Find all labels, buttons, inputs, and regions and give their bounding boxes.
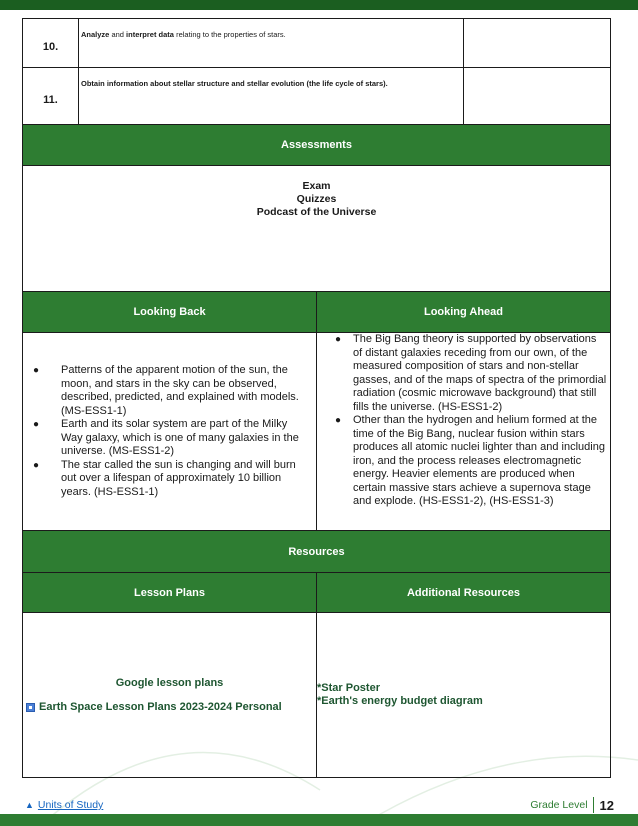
looking-ahead-content <box>316 332 611 531</box>
list-item: ● The Big Bang theory is supported by observations of distant galaxies receding from our own, of the measured composition of stars and non-stellar gasses, and of the maps of spectra of the primordial radiation (cosmic microwave background) that still fills the universe. (HS-ESS1-2) <box>317 333 608 414</box>
standard-number: 10. <box>22 18 79 68</box>
google-lesson-plans-title: Google lesson plans <box>115 677 224 689</box>
up-triangle-icon: ▲ <box>25 800 34 810</box>
standard-text <box>78 18 464 68</box>
standard-empty-cell <box>463 18 611 68</box>
assessments-list <box>22 165 611 292</box>
standard-text-run: and <box>109 30 127 39</box>
bottom-banner <box>0 814 638 826</box>
assessment-item: Quizzes <box>296 193 337 205</box>
lesson-plans-content <box>22 612 317 778</box>
standard-number: 11. <box>22 67 79 125</box>
google-doc-icon <box>26 703 35 712</box>
list-item: ● The star called the sun is changing and will burn out over a lifespan of approximately 10 billion years. (HS-ESS1-1) <box>23 459 310 500</box>
looking-ahead-list <box>317 333 610 509</box>
assessment-item: Exam <box>302 180 331 192</box>
page-footer-right <box>530 797 614 813</box>
looking-ahead-header: Looking Ahead <box>316 291 611 333</box>
list-item: ● Other than the hydrogen and helium formed at the time of the Big Bang, nuclear fusion within stars produces all atomic nuclei lighter than and including iron, and the process releases electromagnetic energy. Heavier elements are produced when certain massive stars achieve a supernova stage and explode. (HS-ESS1-2), (HS-ESS1-3) <box>317 414 608 509</box>
footer-divider <box>593 797 594 813</box>
lesson-plans-header: Lesson Plans <box>22 572 317 613</box>
looking-back-content <box>22 332 317 531</box>
units-of-study-link[interactable] <box>25 799 103 811</box>
looking-back-list <box>23 364 310 499</box>
additional-resources-header: Additional Resources <box>316 572 611 613</box>
units-of-study-label: Units of Study <box>37 799 104 811</box>
standard-text-run: relating to the properties of stars. <box>173 30 286 39</box>
list-item: ● Patterns of the apparent motion of the sun, the moon, and stars in the sky can be observed, described, predicted, and explained with models. (MS-ESS1-1) <box>23 364 310 418</box>
resources-header: Resources <box>22 530 611 573</box>
lesson-plans-doc-link[interactable] <box>23 701 282 713</box>
standard-empty-cell <box>463 67 611 125</box>
grade-level-label: Grade Level <box>530 799 588 811</box>
standard-text-run: interpret data <box>126 30 174 39</box>
doc-link-label: Earth Space Lesson Plans 2023-2024 Personal <box>39 701 282 713</box>
standard-text <box>78 67 464 125</box>
top-banner <box>0 0 638 10</box>
standard-text-run: Obtain information about stellar structure and stellar evolution (the life cycle of stars). <box>81 79 388 88</box>
additional-resources-content <box>316 612 611 778</box>
additional-resource-item[interactable]: *Star Poster <box>317 681 380 694</box>
looking-back-header: Looking Back <box>22 291 317 333</box>
assessments-header: Assessments <box>22 124 611 166</box>
assessment-item: Podcast of the Universe <box>256 206 377 218</box>
standard-text-run: Analyze <box>81 30 110 39</box>
list-item: ● Earth and its solar system are part of the Milky Way galaxy, which is one of many galaxies in the universe. (MS-ESS1-2) <box>23 418 310 459</box>
page-number: 12 <box>599 797 614 813</box>
additional-resource-item[interactable]: *Earth's energy budget diagram <box>317 695 483 707</box>
